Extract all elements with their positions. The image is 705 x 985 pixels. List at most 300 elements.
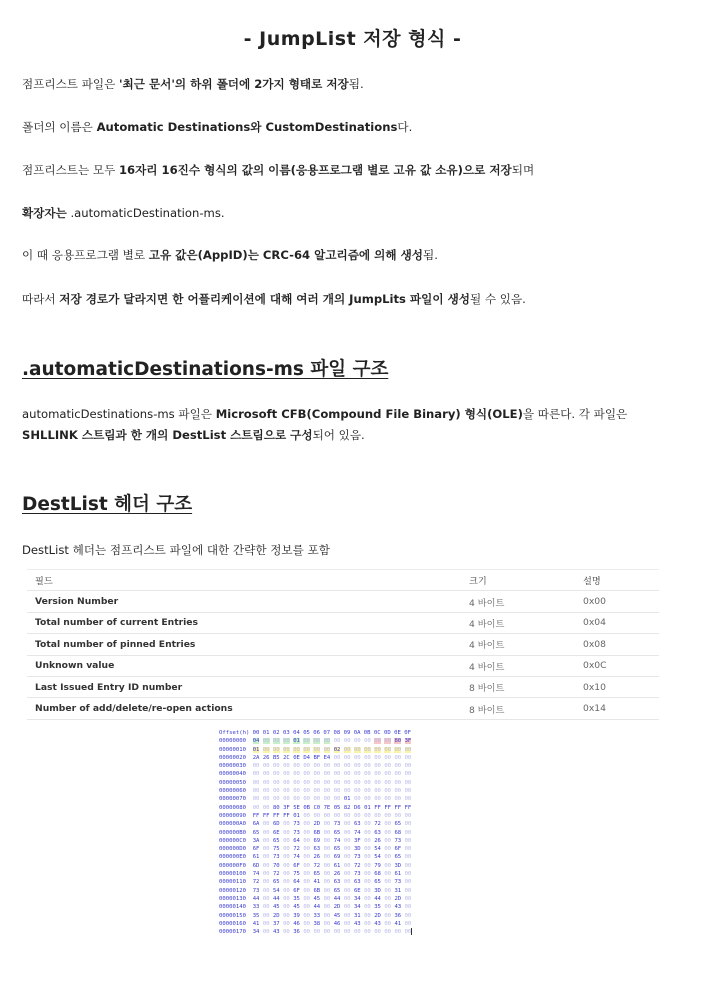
table-row [27,591,659,612]
hex-byte: 00 [364,837,371,844]
hex-byte: 04 [252,738,260,745]
hex-byte: 00 [283,862,290,869]
hex-byte: 0B [303,804,311,811]
hex-byte: 00 [343,738,351,745]
hex-byte: 3F [353,837,361,844]
hex-byte: 00 [333,763,341,770]
hex-byte: 2C [283,754,290,761]
hex-byte: 35 [293,895,300,902]
hex-byte: 00 [404,904,412,911]
column-header-field: 필드 [27,570,461,591]
hex-byte: 61 [252,854,260,861]
hex-byte: 00 [364,871,371,878]
hex-byte: 00 [313,929,321,936]
hex-byte: 65 [333,846,341,853]
hex-byte: 00 [353,763,361,770]
hex-byte: 65 [252,829,260,836]
hex-byte: 63 [313,846,321,853]
bold-text: 저장 경로가 달라지면 한 어플리케이션에 대해 여러 개의 JumpLits 파일이 생성 [59,292,471,306]
hex-byte: 38 [313,920,321,927]
hex-byte: 00 [283,738,290,745]
hex-byte: 73 [252,887,260,894]
hex-offset: 00000090 [219,812,253,819]
hex-byte: 7E [323,804,331,811]
hex-row [219,795,465,803]
hex-byte: 00 [384,904,392,911]
offset-cell: 0x10 [575,676,659,697]
hex-byte: 00 [333,788,341,795]
offset-cell: 0x00 [575,591,659,612]
hex-row [219,920,465,928]
hex-byte: 41 [252,920,260,927]
hex-byte: 64 [293,879,300,886]
hex-byte: 00 [303,912,311,919]
hex-byte: 00 [384,887,392,894]
hex-byte: 00 [283,763,290,770]
hex-byte: 00 [343,904,351,911]
hex-byte: 00 [323,920,331,927]
hex-byte: 00 [293,779,300,786]
hex-byte: 00 [384,754,392,761]
section-heading-file-structure: .automaticDestinations-ms 파일 구조 [22,359,389,380]
hex-byte: 0E [293,754,300,761]
hex-byte: 43 [394,904,402,911]
hex-byte: 6D [272,821,280,828]
hex-byte: 00 [353,812,361,819]
text: 됨. [348,77,364,91]
hex-byte: 65 [313,871,321,878]
hex-byte: 00 [323,746,331,753]
hex-byte: D6 [353,804,361,811]
hex-byte: FF [404,804,412,811]
hex-byte: FF [283,812,290,819]
hex-byte: 61 [333,862,341,869]
hex-byte: 00 [313,788,321,795]
hex-byte: 00 [364,879,371,886]
hex-byte: 3A [252,837,260,844]
size-cell: 4 바이트 [461,655,575,676]
hex-byte: 02 [333,746,341,753]
text: 되며 [511,163,535,177]
hex-byte: 00 [384,738,392,745]
hex-byte: 00 [262,912,270,919]
field-cell: Number of add/delete/re-open actions [27,698,461,719]
hex-row [219,737,465,745]
text: 점프리스트는 모두 [22,163,119,177]
hex-byte: 26 [313,854,321,861]
hex-byte: 00 [293,763,300,770]
hex-byte: 00 [283,895,290,902]
hex-byte: 00 [262,871,270,878]
hex-byte: 00 [252,804,260,811]
hex-byte: 00 [272,771,280,778]
hex-byte: 35 [252,912,260,919]
hex-byte: 00 [323,771,331,778]
hex-byte: 74 [252,871,260,878]
field-cell: Total number of pinned Entries [27,634,461,655]
hex-byte: 00 [323,912,331,919]
hex-byte: 44 [333,895,341,902]
hex-byte: 00 [394,754,402,761]
hex-byte: 00 [313,812,321,819]
hex-byte: 00 [272,738,280,745]
hex-byte: 00 [384,871,392,878]
hex-offset: 000000F0 [219,862,253,869]
hex-byte: 5E [293,804,300,811]
hex-byte: 3F [283,804,290,811]
hex-byte: 72 [313,862,321,869]
hex-row [219,903,465,911]
hex-byte: 00 [404,779,412,786]
hex-byte: 00 [303,796,311,803]
hex-offset: 00000040 [219,771,253,778]
hex-byte: 41 [394,920,402,927]
hex-byte: 00 [262,879,270,886]
hex-byte: 00 [333,779,341,786]
text: automaticDestinations-ms 파일은 [22,407,216,421]
hex-byte: 45 [333,912,341,919]
hex-byte: 80 [394,738,402,745]
hex-byte: 00 [353,779,361,786]
hex-byte: 00 [252,796,260,803]
hex-byte: 00 [303,779,311,786]
hex-byte: 70 [272,862,280,869]
hex-byte: 00 [272,763,280,770]
hex-row [219,837,465,845]
hex-byte: 00 [384,837,392,844]
hex-byte: 6F [293,887,300,894]
hex-byte: 01 [252,746,260,753]
hex-byte: 00 [272,779,280,786]
hex-byte: 41 [313,879,321,886]
hex-byte: 00 [333,771,341,778]
hex-byte: 00 [384,879,392,886]
hex-byte: 44 [313,904,321,911]
hex-byte: 6F [252,846,260,853]
hex-byte: 65 [272,879,280,886]
hex-byte: 00 [353,796,361,803]
hex-byte: 39 [293,912,300,919]
hex-byte: 00 [364,829,371,836]
hex-byte: 00 [272,746,280,753]
hex-row [219,754,465,762]
table-row [27,634,659,655]
hex-byte: 00 [313,738,321,745]
paragraph-3 [22,160,682,181]
hex-byte: 00 [394,796,402,803]
hex-byte: 00 [323,796,331,803]
hex-byte: 69 [313,837,321,844]
text: 되어 있음. [312,428,365,442]
hex-byte: 00 [384,929,392,936]
hex-byte: 00 [262,738,270,745]
hex-byte: 00 [404,887,412,894]
hex-byte: 00 [262,804,270,811]
hex-byte: 00 [364,862,371,869]
hex-byte: 00 [262,862,270,869]
hex-byte: 00 [272,796,280,803]
hex-byte: 00 [394,779,402,786]
hex-row [219,779,465,787]
hex-byte: 00 [394,788,402,795]
hex-byte: 00 [323,862,331,869]
hex-offset: 00000160 [219,920,253,927]
hex-byte: 00 [364,788,371,795]
bold-text: '최근 문서'의 하위 폴더에 2가지 형태로 저장 [118,77,349,91]
hex-byte: 00 [404,920,412,927]
hex-byte: 00 [293,746,300,753]
hex-byte: 72 [252,879,260,886]
hex-byte: 44 [374,895,381,902]
hex-byte: 00 [262,829,270,836]
hex-byte: 00 [313,763,321,770]
hex-byte: 00 [323,812,331,819]
hex-byte: 00 [343,887,351,894]
hex-byte: 2D [394,895,402,902]
hex-byte: 00 [303,879,311,886]
hex-byte: 00 [262,929,270,936]
hex-byte: 00 [303,846,311,853]
hex-row [219,870,465,878]
hex-byte: 00 [404,929,412,936]
hex-byte: 6E [272,829,280,836]
hex-byte: 00 [404,788,412,795]
hex-byte: 00 [343,771,351,778]
hex-byte: 00 [303,904,311,911]
hex-row [219,787,465,795]
hex-byte: C0 [313,804,321,811]
hex-byte: 72 [374,821,381,828]
hex-byte: 00 [343,846,351,853]
hex-byte: 00 [374,779,381,786]
hex-byte: 00 [303,829,311,836]
destlist-header-table [27,569,659,720]
hex-byte: 00 [283,904,290,911]
hex-byte: 00 [283,887,290,894]
hex-byte: 00 [252,771,260,778]
hex-byte: 00 [293,771,300,778]
size-cell: 4 바이트 [461,612,575,633]
hex-byte: 35 [374,904,381,911]
hex-byte: 00 [323,763,331,770]
hex-byte: 68 [394,829,402,836]
text: 을 따른다. 각 파일은 [522,407,628,421]
hex-byte: 00 [374,788,381,795]
hex-byte: 00 [283,920,290,927]
hex-byte: 46 [293,920,300,927]
hex-byte: 46 [333,920,341,927]
hex-byte: 00 [323,895,331,902]
hex-byte: 00 [283,912,290,919]
table-header-row [27,570,659,591]
hex-byte: 37 [272,920,280,927]
hex-row [219,770,465,778]
bold-text: SHLLINK 스트림과 한 개의 DestList 스트림으로 구성 [22,428,313,442]
hex-byte: 00 [303,788,311,795]
hex-row [219,820,465,828]
hex-row [219,887,465,895]
hex-byte: 75 [272,846,280,853]
hex-byte: 00 [353,929,361,936]
hex-byte: 00 [323,837,331,844]
hex-byte: 00 [262,746,270,753]
hex-byte: 80 [272,804,280,811]
hex-row [219,853,465,861]
hex-byte: 00 [384,771,392,778]
hex-byte: 00 [343,821,351,828]
hex-byte: 00 [384,746,392,753]
hex-offset: 000000C0 [219,837,253,844]
hex-byte: 00 [364,895,371,902]
text: 점프리스트 파일은 [22,77,119,91]
column-header-description: 설명 [575,570,659,591]
hex-byte: 00 [343,895,351,902]
hex-byte: 00 [252,763,260,770]
hex-byte: 00 [252,788,260,795]
hex-byte: 00 [404,846,412,853]
hex-byte: 00 [293,788,300,795]
hex-offset: 00000020 [219,754,253,761]
hex-byte: 00 [303,738,311,745]
hex-offset: 000000B0 [219,829,253,836]
hex-byte: 34 [252,929,260,936]
table-row [27,698,659,719]
hex-byte: 73 [333,821,341,828]
hex-offset: 00000100 [219,871,253,878]
bold-text: 고유 값은(AppID)는 CRC-64 알고리즘에 의해 생성 [148,248,423,262]
hex-byte: 45 [313,895,321,902]
hex-byte: 31 [394,887,402,894]
hex-byte: 00 [374,763,381,770]
hex-byte: 00 [353,771,361,778]
hex-byte: 00 [333,738,341,745]
hex-byte: 00 [323,904,331,911]
hex-byte: 00 [303,746,311,753]
field-cell: Version Number [27,591,461,612]
text: 이 때 응용프로그램 별로 [22,248,149,262]
hex-byte: 3D [353,846,361,853]
hex-byte: 00 [323,846,331,853]
hex-byte: 00 [313,771,321,778]
hex-byte: 00 [364,929,371,936]
hex-byte: 75 [293,871,300,878]
hex-byte: 73 [293,829,300,836]
hex-offset: 00000140 [219,904,253,911]
hex-byte: 33 [252,904,260,911]
hex-byte: 00 [303,929,311,936]
hex-byte: 00 [303,812,311,819]
hex-byte: 26 [333,871,341,878]
hex-byte: E4 [323,754,331,761]
text: 될 수 있음. [470,292,526,306]
offset-cell: 0x14 [575,698,659,719]
hex-byte: 00 [343,754,351,761]
hex-byte: 63 [374,829,381,836]
hex-byte: 45 [293,904,300,911]
paragraph-2 [22,117,682,138]
hex-byte: 79 [374,862,381,869]
hex-byte: 00 [384,788,392,795]
hex-byte: FF [262,812,270,819]
hex-byte: 00 [343,920,351,927]
hex-byte: 6B [313,887,321,894]
hex-byte: 00 [303,862,311,869]
hex-byte: 00 [262,837,270,844]
hex-byte: 00 [404,746,412,753]
hex-byte: 73 [353,871,361,878]
size-cell: 8 바이트 [461,676,575,697]
hex-byte: 00 [384,821,392,828]
hex-byte: 00 [364,821,371,828]
hex-byte: 44 [252,895,260,902]
hex-byte: 00 [394,746,402,753]
hex-byte: 65 [394,821,402,828]
hex-byte: 34 [353,895,361,902]
hex-byte: 00 [343,788,351,795]
section-heading-destlist: DestList 헤더 구조 [22,494,193,515]
hex-offset: 00000110 [219,879,253,886]
hex-byte: 00 [283,846,290,853]
hex-byte: 01 [343,796,351,803]
hex-byte: 00 [343,929,351,936]
hex-byte: 2D [374,912,381,919]
hex-byte: 00 [262,887,270,894]
hex-byte: 65 [333,829,341,836]
hex-row [219,746,465,754]
hex-offset: 000000A0 [219,821,253,828]
hex-byte: 00 [323,779,331,786]
hex-byte: 00 [343,862,351,869]
hex-row [219,762,465,770]
hex-byte: 00 [343,871,351,878]
offset-cell: 0x08 [575,634,659,655]
hex-byte: 00 [323,738,331,745]
hex-byte: 65 [272,837,280,844]
hex-byte: 00 [333,929,341,936]
hex-byte: 00 [283,829,290,836]
hex-offset: 00000130 [219,895,253,902]
bold-text: .automaticDestination-ms. [66,206,225,220]
hex-byte: 00 [364,738,371,745]
hex-header-row: Offset(h) 00 01 02 03 04 05 06 07 08 09 0A 0B 0C 0D 0E 0F [219,730,411,736]
hex-row [219,812,465,820]
hex-byte: 00 [404,796,412,803]
hex-byte: 00 [303,854,311,861]
hex-byte: 00 [303,895,311,902]
hex-byte: 43 [374,920,381,927]
hex-byte: 34 [353,904,361,911]
hex-byte: 6F [293,862,300,869]
table-row [27,655,659,676]
hex-byte: 00 [262,920,270,927]
hex-byte: 00 [364,771,371,778]
hex-byte: 00 [384,862,392,869]
hex-byte: 00 [303,837,311,844]
hex-byte: 00 [283,871,290,878]
hex-byte: 00 [313,796,321,803]
hex-row [219,895,465,903]
hex-byte: 00 [323,854,331,861]
hex-byte: 00 [404,771,412,778]
hex-byte: 72 [353,862,361,869]
hex-byte: 00 [404,829,412,836]
hex-byte: 72 [272,871,280,878]
hex-byte: 3D [394,862,402,869]
size-cell: 8 바이트 [461,698,575,719]
offset-cell: 0x0C [575,655,659,676]
hex-byte: 00 [394,929,402,936]
paragraph-5 [22,245,682,266]
